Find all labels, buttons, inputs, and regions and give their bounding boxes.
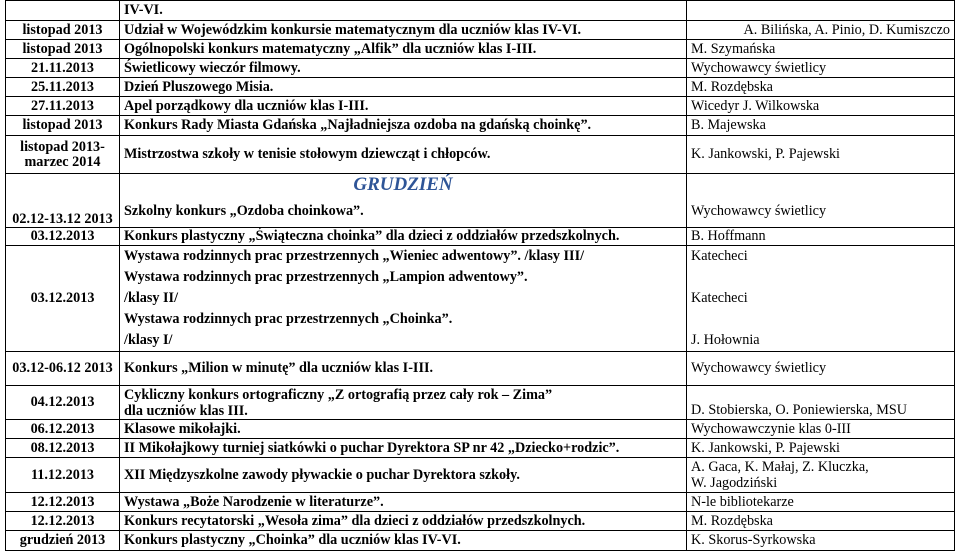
date-cell: listopad 2013: [6, 21, 120, 40]
event-cell: Wystawa „Boże Narodzenie w literaturze”.: [120, 493, 687, 512]
table-row: [6, 78, 955, 97]
event-line: /klasy I/: [124, 332, 173, 348]
person-line: W. Jagodziński: [691, 475, 778, 491]
person-cell: A. Bilińska, A. Pinio, D. Kumiszczo: [687, 21, 955, 40]
event-cell: Świetlicowy wieczór filmowy.: [120, 59, 687, 78]
person-cell: [687, 1, 955, 21]
person-cell: Wychowawcy świetlicy: [687, 352, 955, 386]
table-row: [6, 40, 955, 59]
event-line: Wystawa rodzinnych prac przestrzennych „Lampion adwentowy”.: [124, 269, 528, 285]
person-cell: K. Skorus-Syrkowska: [687, 531, 955, 551]
person-cell: B. Hoffmann: [687, 228, 955, 246]
date-cell: 04.12.2013: [6, 386, 120, 420]
person-cell: [687, 458, 955, 493]
event-cell: Apel porządkowy dla uczniów klas I-III.: [120, 97, 687, 116]
table-row: [6, 116, 955, 136]
event-line: /klasy II/: [124, 290, 179, 306]
event-line: Wystawa rodzinnych prac przestrzennych „Choinka”.: [124, 311, 453, 327]
event-line: dla uczniów klas III.: [124, 402, 248, 419]
table-row: [6, 512, 955, 531]
date-cell: 03.12-06.12 2013: [6, 352, 120, 386]
person-cell: M. Rozdębska: [687, 512, 955, 531]
date-cell: 06.12.2013: [6, 420, 120, 439]
date-cell: 08.12.2013: [6, 439, 120, 458]
person-cell: K. Jankowski, P. Pajewski: [687, 136, 955, 174]
person-line: Katecheci: [691, 290, 748, 306]
date-cell: 11.12.2013: [6, 458, 120, 493]
event-cell: XII Międzyszkolne zawody pływackie o puchar Dyrektora szkoły.: [120, 458, 687, 493]
person-line: J. Hołownia: [691, 332, 760, 348]
event-cell: Mistrzostwa szkoły w tenisie stołowym dziewcząt i chłopców.: [120, 136, 687, 174]
person-cell: M. Szymańska: [687, 40, 955, 59]
date-cell: listopad 2013: [6, 40, 120, 59]
date-cell-empty: [6, 174, 120, 196]
event-cell: Udział w Wojewódzkim konkursie matematycznym dla uczniów klas IV-VI.: [120, 21, 687, 40]
table-row: [6, 420, 955, 439]
event-cell: Konkurs plastyczny „Świąteczna choinka” dla dzieci z oddziałów przedszkolnych.: [120, 228, 687, 246]
table-row: [6, 458, 955, 493]
person-cell: Wychowawczynie klas 0-III: [687, 420, 955, 439]
table-row: [6, 352, 955, 386]
person-cell: Wychowawcy świetlicy: [687, 59, 955, 78]
person-cell: N-le bibliotekarze: [687, 493, 955, 512]
event-cell: Konkurs Rady Miasta Gdańska „Najładniejsza ozdoba na gdańską choinkę”.: [120, 116, 687, 136]
event-cell: Dzień Pluszowego Misia.: [120, 78, 687, 97]
date-cell: listopad 2013-marzec 2014: [6, 136, 120, 174]
date-cell: 12.12.2013: [6, 493, 120, 512]
table-row: [6, 246, 955, 352]
month-heading-row: [6, 174, 955, 196]
event-cell: Konkurs „Milion w minutę” dla uczniów klas I-III.: [120, 352, 687, 386]
event-cell: Szkolny konkurs „Ozdoba choinkowa”.: [120, 196, 687, 228]
date-cell: 21.11.2013: [6, 59, 120, 78]
person-line: Katecheci: [691, 248, 748, 264]
event-cell: Klasowe mikołajki.: [120, 420, 687, 439]
table-row: [6, 493, 955, 512]
table-row: [6, 59, 955, 78]
event-cell: Konkurs recytatorski „Wesoła zima” dla dzieci z oddziałów przedszkolnych.: [120, 512, 687, 531]
person-cell-empty: [687, 174, 955, 196]
event-cell: [120, 386, 687, 420]
events-table: [5, 0, 955, 551]
date-cell: listopad 2013: [6, 116, 120, 136]
event-line: Wystawa rodzinnych prac przestrzennych „Wieniec adwentowy”. /klasy III/: [124, 248, 585, 264]
person-cell: D. Stobierska, O. Poniewierska, MSU: [687, 386, 955, 420]
month-heading: GRUDZIEŃ: [120, 174, 687, 196]
table-row: [6, 97, 955, 116]
date-cell: 02.12-13.12 2013: [6, 196, 120, 228]
event-line: Cykliczny konkurs ortograficzny „Z ortografią przez cały rok – Zima”: [124, 386, 553, 403]
person-line: [691, 267, 950, 288]
date-cell: grudzień 2013: [6, 531, 120, 551]
table-row: [6, 21, 955, 40]
event-cell: IV-VI.: [120, 1, 687, 21]
person-cell: [687, 246, 955, 352]
event-cell: Konkurs plastyczny „Choinka” dla uczniów klas IV-VI.: [120, 531, 687, 551]
person-cell: Wicedyr J. Wilkowska: [687, 97, 955, 116]
event-cell: II Mikołajkowy turniej siatkówki o puchar Dyrektora SP nr 42 „Dziecko+rodzic”.: [120, 439, 687, 458]
date-cell: 25.11.2013: [6, 78, 120, 97]
person-cell: K. Jankowski, P. Pajewski: [687, 439, 955, 458]
table-row: [6, 228, 955, 246]
date-cell: 03.12.2013: [6, 246, 120, 352]
person-cell: M. Rozdębska: [687, 78, 955, 97]
table-row: [6, 386, 955, 420]
table-row: [6, 196, 955, 228]
person-line: A. Gaca, K. Małaj, Z. Kluczka,: [691, 459, 869, 475]
event-cell: Ogólnopolski konkurs matematyczny „Alfik” dla uczniów klas I-III.: [120, 40, 687, 59]
person-cell: B. Majewska: [687, 116, 955, 136]
date-cell: 27.11.2013: [6, 97, 120, 116]
event-cell: [120, 246, 687, 352]
table-row: [6, 1, 955, 21]
table-row: [6, 439, 955, 458]
date-cell: 03.12.2013: [6, 228, 120, 246]
date-cell: [6, 1, 120, 21]
person-line: [691, 309, 950, 330]
table-row: [6, 136, 955, 174]
date-cell: 12.12.2013: [6, 512, 120, 531]
person-cell: Wychowawcy świetlicy: [687, 196, 955, 228]
